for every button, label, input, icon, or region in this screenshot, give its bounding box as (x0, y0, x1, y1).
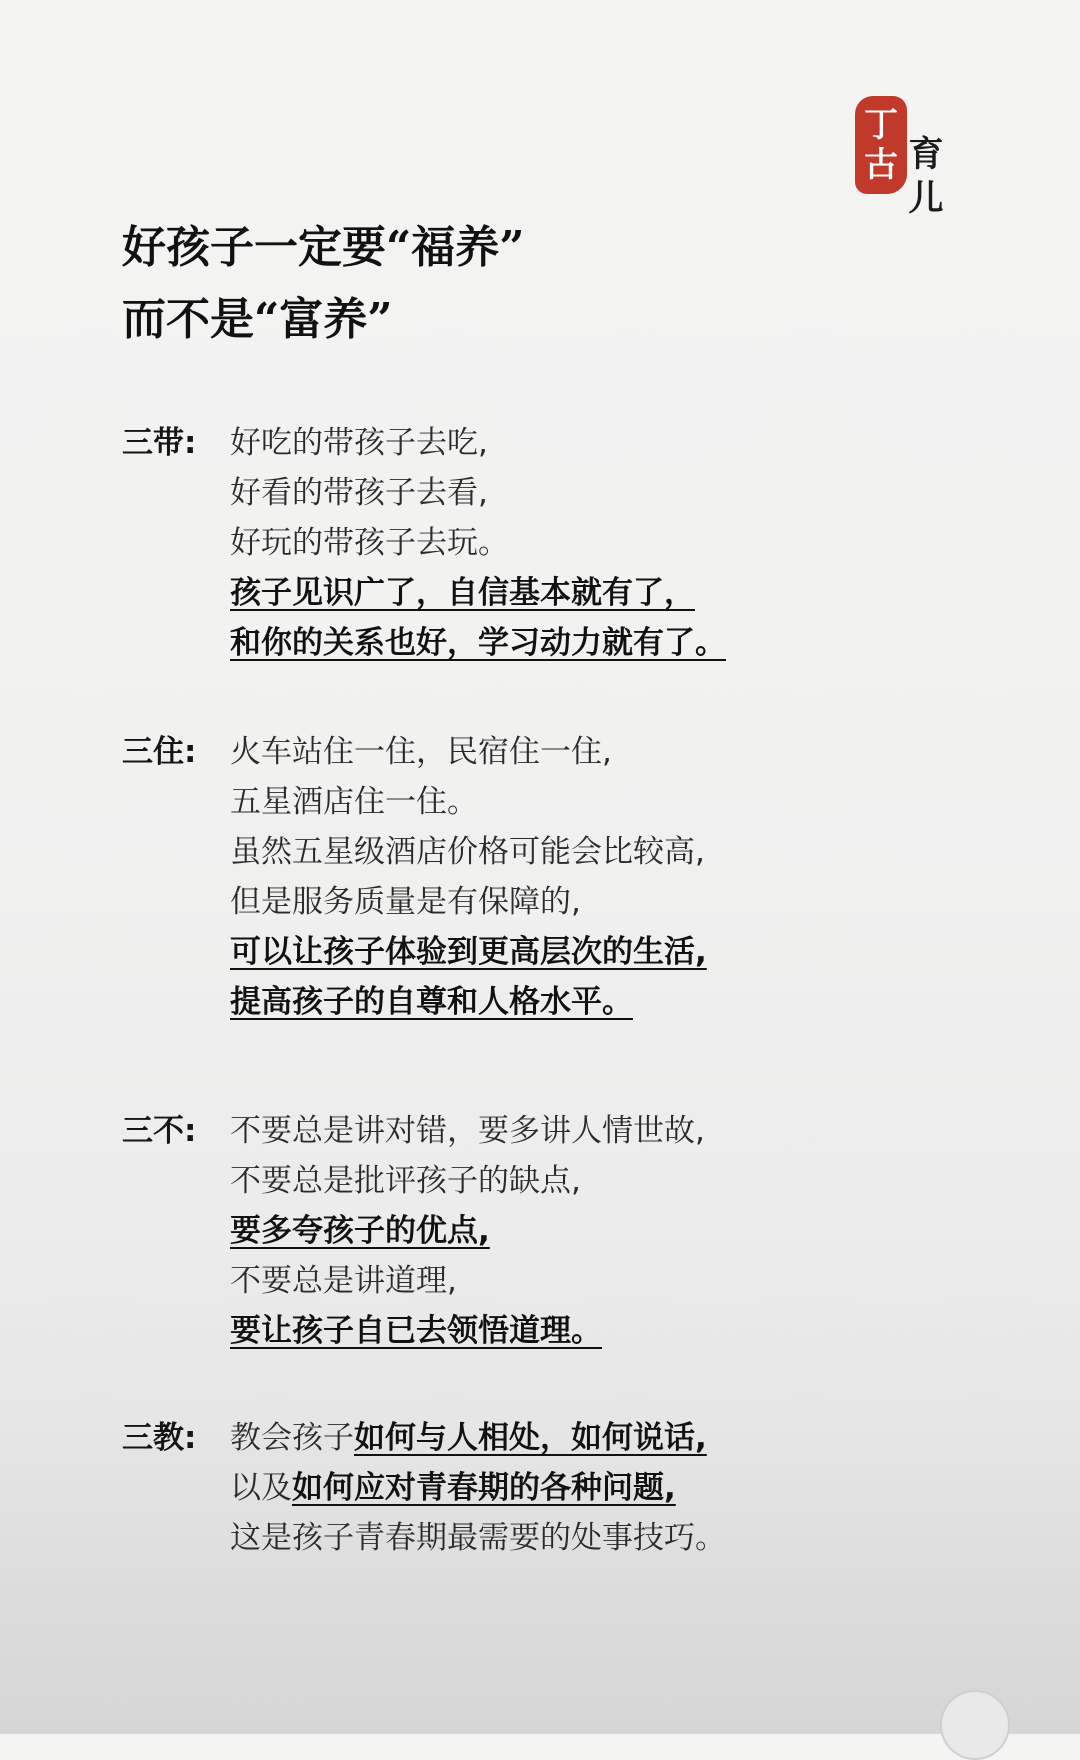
seal-glyph: 丁 (864, 105, 898, 145)
section-label: 三带: (122, 425, 197, 461)
emphasis-line (230, 618, 726, 668)
text-line: 好玩的带孩子去玩。 (230, 525, 509, 561)
emphasis-line (230, 568, 726, 618)
text-line: 这是孩子青春期最需要的处事技巧。 (230, 1520, 726, 1556)
emphasis-line (230, 927, 707, 977)
text-line: 不要总是讲道理, (230, 1263, 457, 1299)
text-line: 好吃的带孩子去吃, (230, 425, 488, 461)
section-lines (230, 1106, 705, 1356)
section-label: 三住: (122, 734, 197, 770)
title-line-1: 好孩子一定要“福养” (122, 222, 525, 273)
underlined-text: 要多夸孩子的优点, (230, 1213, 490, 1249)
section-lines (230, 1413, 726, 1563)
emphasis-line (230, 1206, 705, 1256)
floating-circle-button[interactable] (940, 1690, 1010, 1760)
underlined-text: 和你的关系也好，学习动力就有了。 (230, 625, 726, 661)
plain-text: 以及 (230, 1470, 292, 1506)
text-line: 五星酒店住一住。 (230, 784, 478, 820)
text-line: 好看的带孩子去看, (230, 475, 488, 511)
seal-logo (855, 96, 907, 194)
mixed-line (230, 1463, 726, 1513)
underlined-text: 如何与人相处，如何说话, (354, 1420, 707, 1456)
underlined-text: 要让孩子自已去领悟道理。 (230, 1313, 602, 1349)
underlined-text: 孩子见识广了，自信基本就有了， (230, 575, 695, 611)
plain-text: 教会孩子 (230, 1420, 354, 1456)
section-label: 三不: (122, 1113, 197, 1149)
mixed-line (230, 1413, 726, 1463)
title-line-2: 而不是“富养” (122, 294, 393, 345)
logo-side-char: 育 (908, 134, 944, 175)
section-lines (230, 418, 726, 668)
underlined-text: 提高孩子的自尊和人格水平。 (230, 984, 633, 1020)
text-line: 火车站住一住，民宿住一住, (230, 734, 612, 770)
section-label: 三教: (122, 1420, 197, 1456)
text-line: 不要总是批评孩子的缺点, (230, 1163, 581, 1199)
emphasis-line (230, 1306, 705, 1356)
emphasis-line (230, 977, 707, 1027)
logo-side-text (906, 133, 946, 221)
text-line: 但是服务质量是有保障的, (230, 884, 581, 920)
logo-side-char: 儿 (908, 178, 944, 219)
underlined-text: 如何应对青春期的各种问题, (292, 1470, 676, 1506)
page-title (122, 212, 525, 356)
seal-glyph: 古 (864, 145, 898, 185)
underlined-text: 可以让孩子体验到更高层次的生活, (230, 934, 707, 970)
text-line: 不要总是讲对错，要多讲人情世故, (230, 1113, 705, 1149)
section-lines (230, 727, 707, 1027)
text-line: 虽然五星级酒店价格可能会比较高, (230, 834, 705, 870)
